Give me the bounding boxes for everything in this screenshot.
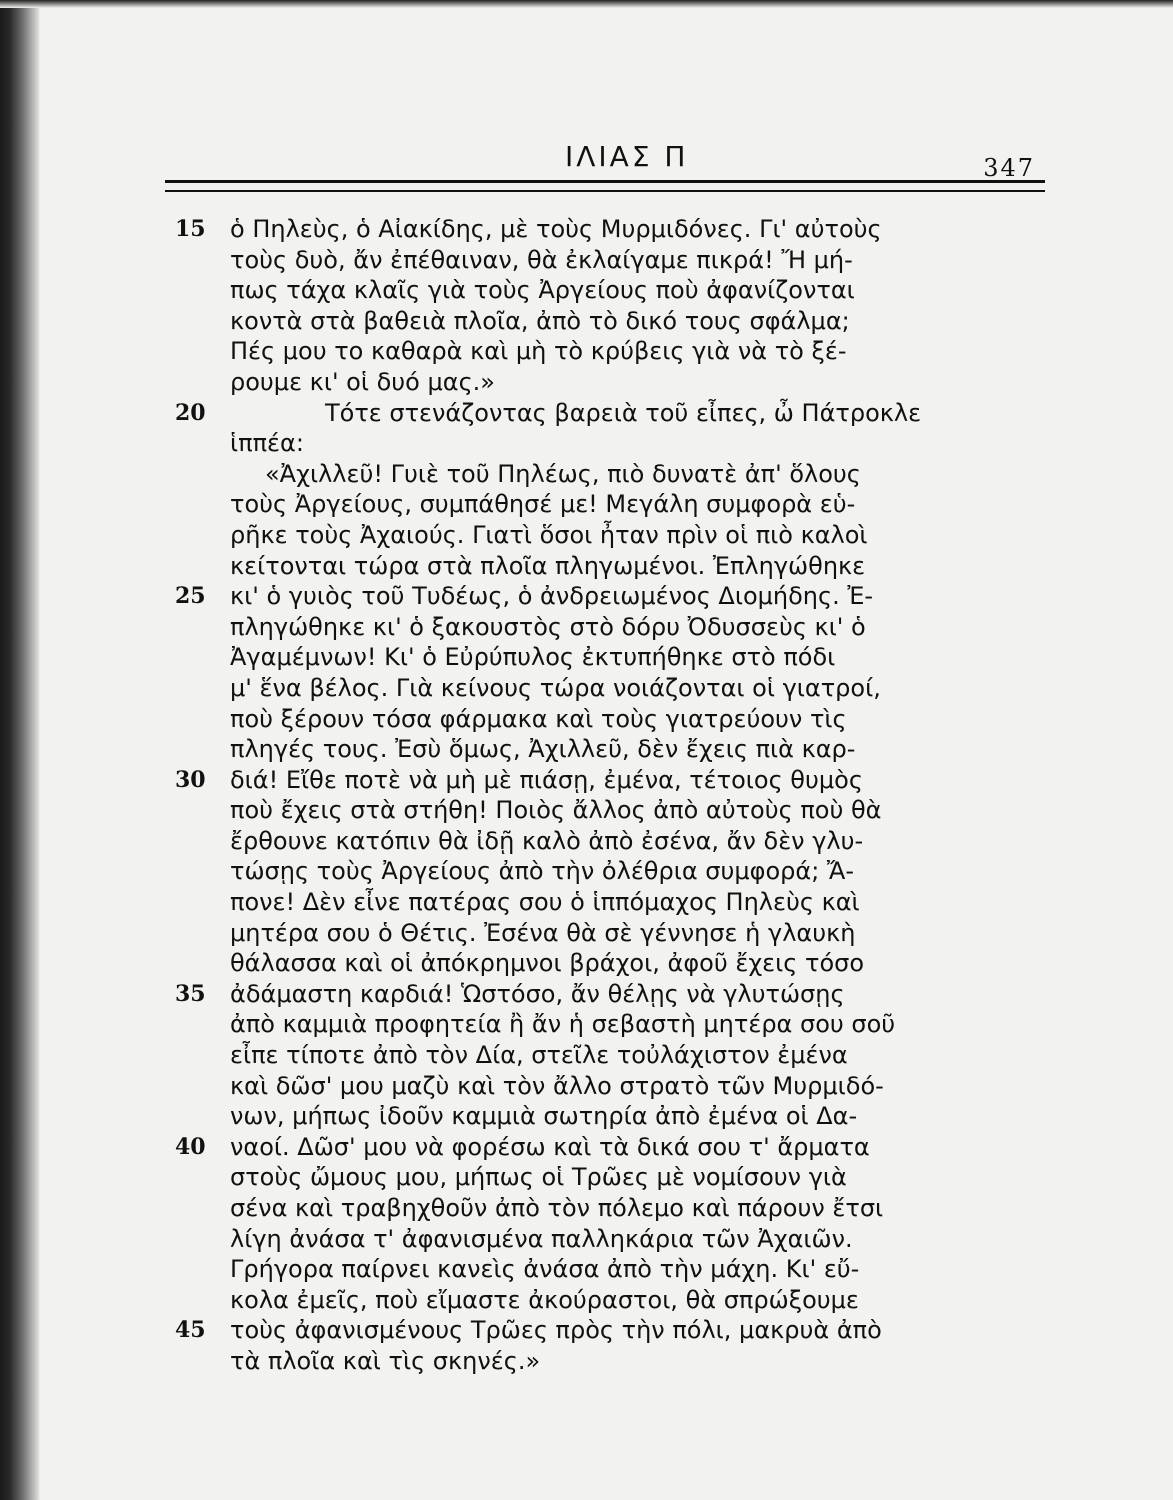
line-text: θάλασσα καὶ οἱ ἀπόκρημνοι βράχοι, ἀφοῦ ἔχεις τόσο [230, 949, 865, 978]
line-text: Τότε στενάζοντας βαρειὰ τοῦ εἶπες, ὦ Πάτροκλε [325, 398, 922, 427]
book-binding-shadow [0, 0, 40, 1500]
text-line [175, 734, 1055, 765]
line-text: τὰ πλοῖα καὶ τὶς σκηνές.» [230, 1346, 541, 1375]
text-line [175, 489, 1055, 520]
text-line [175, 673, 1055, 704]
line-text: ποὺ ξέρουν τόσα φάρμακα καὶ τοὺς γιατρεύουν τὶς [230, 704, 847, 733]
text-line [175, 1162, 1055, 1193]
page-number: 347 [983, 154, 1035, 182]
text-line [175, 979, 1055, 1010]
text-line [175, 612, 1055, 643]
line-text: ρῆκε τοὺς Ἀχαιούς. Γιατὶ ὅσοι ἦταν πρὶν οἱ πιὸ καλοὶ [230, 520, 868, 549]
line-text: ἔρθουνε κατόπιν θὰ ἰδῇ καλὸ ἀπὸ ἐσένα, ἄν δὲν γλυ- [230, 826, 864, 855]
text-line [175, 551, 1055, 582]
text-line [175, 1101, 1055, 1132]
line-text: ρουμε κι' οἱ δυό μας.» [230, 367, 495, 396]
line-text: πληγώθηκε κι' ὁ ξακουστὸς στὸ δόρυ Ὀδυσσεὺς κι' ὁ [230, 612, 866, 641]
line-text: ἱππέα: [230, 429, 304, 458]
text-line [175, 948, 1055, 979]
text-line [175, 214, 1055, 245]
text-line [175, 1009, 1055, 1040]
text-line [175, 887, 1055, 918]
text-line [175, 1040, 1055, 1071]
text-line [175, 1193, 1055, 1224]
line-text: κοντὰ στὰ βαθειὰ πλοῖα, ἀπὸ τὸ δικό τους σφάλμα; [230, 306, 850, 335]
text-line [175, 1346, 1055, 1377]
text-line [175, 428, 1055, 459]
line-text: τοὺς ἀφανισμένους Τρῶες πρὸς τὴν πόλι, μακρυὰ ἀπὸ [230, 1316, 882, 1345]
text-line [175, 1132, 1055, 1163]
line-number: 30 [175, 766, 206, 793]
text-line [175, 520, 1055, 551]
line-text: ἀπὸ καμμιὰ προφητεία ἢ ἄν ἡ σεβαστὴ μητέρα σου σοῦ [230, 1010, 896, 1039]
text-line [175, 336, 1055, 367]
line-text: σένα καὶ τραβηχθοῦν ἀπὸ τὸν πόλεμο καὶ πάρουν ἔτσι [230, 1194, 884, 1222]
line-number: 15 [175, 216, 206, 242]
text-line [175, 1254, 1055, 1285]
line-text: «Ἀχιλλεῦ! Γυιὲ τοῦ Πηλέως, πιὸ δυνατὲ ἀπ' ὅλους [265, 459, 861, 488]
line-text: τοὺς Ἀργείους, συμπάθησέ με! Μεγάλη συμφορὰ εὑ- [230, 490, 856, 519]
line-number: 45 [175, 1317, 206, 1344]
text-line [175, 704, 1055, 735]
line-text: στοὺς ὤμους μου, μήπως οἱ Τρῶες μὲ νομίσουν γιὰ [230, 1163, 847, 1192]
text-line [175, 275, 1055, 306]
line-text: πληγές τους. Ἐσὺ ὅμως, Ἀχιλλεῦ, δὲν ἔχεις πιὰ καρ- [230, 735, 856, 764]
running-title: ΙΛΙΑΣ Π [565, 140, 689, 173]
line-text: Ἀγαμέμνων! Κι' ὁ Εὐρύπυλος ἐκτυπήθηκε στὸ πόδι [230, 643, 836, 672]
text-line [175, 1071, 1055, 1102]
line-text: ἀδάμαστη καρδιά! Ὡστόσο, ἄν θέλῃς νὰ γλυτώσῃς [230, 979, 845, 1008]
line-text: λίγη ἀνάσα τ' ἀφανισμένα παλληκάρια τῶν Ἀχαιῶν. [230, 1224, 853, 1253]
line-number: 40 [175, 1133, 206, 1160]
text-line [175, 1315, 1055, 1346]
header-rule [165, 180, 1045, 192]
line-text: πονε! Δὲν εἶνε πατέρας σου ὁ ἱππόμαχος Πηλεὺς καὶ [230, 888, 860, 917]
line-text: διά! Εἴθε ποτὲ νὰ μὴ μὲ πιάσῃ, ἐμένα, τέτοιος θυμὸς [230, 765, 863, 794]
text-line [175, 765, 1055, 796]
line-text: καὶ δῶσ' μου μαζὺ καὶ τὸν ἄλλο στρατὸ τῶν Μυρμιδό- [230, 1071, 884, 1100]
text-line [175, 1224, 1055, 1255]
line-number: 20 [175, 399, 206, 426]
line-number: 25 [175, 583, 206, 610]
line-text: εἶπε τίποτε ἀπὸ τὸν Δία, στεῖλε τοὐλάχιστον ἐμένα [230, 1041, 848, 1070]
text-line [175, 581, 1055, 612]
text-line [175, 245, 1055, 276]
line-text: ὁ Πηλεὺς, ὁ Αἰακίδης, μὲ τοὺς Μυρμιδόνες. Γι' αὐτοὺς [230, 215, 882, 243]
text-line [175, 642, 1055, 673]
line-text: νων, μήπως ἰδοῦν καμμιὰ σωτηρία ἀπὸ ἐμένα οἱ Δα- [230, 1102, 858, 1131]
line-text: Πές μου το καθαρὰ καὶ μὴ τὸ κρύβεις γιὰ νὰ τὸ ξέ- [230, 337, 847, 366]
line-text: ναοί. Δῶσ' μου νὰ φορέσω καὶ τὰ δικά σου τ' ἄρματα [230, 1132, 870, 1161]
text-line [175, 459, 1055, 490]
line-text: Γρήγορα παίρνει κανεὶς ἀνάσα ἀπὸ τὴν μάχη. Κι' εὔ- [230, 1255, 860, 1284]
text-line [175, 918, 1055, 949]
line-text: μητέρα σου ὁ Θέτις. Ἐσένα θὰ σὲ γέννησε ἡ γλαυκὴ [230, 918, 856, 947]
line-text: ποὺ ἔχεις στὰ στήθη! Ποιὸς ἄλλος ἀπὸ αὐτοὺς ποὺ θὰ [230, 796, 882, 825]
text-line [175, 398, 1055, 429]
line-text: κείτονται τώρα στὰ πλοῖα πληγωμένοι. Ἐπληγώθηκε [230, 551, 866, 580]
line-text: κι' ὁ γυιὸς τοῦ Τυδέως, ὁ ἀνδρειωμένος Διομήδης. Ἐ- [230, 582, 874, 611]
text-line [175, 795, 1055, 826]
page-edge-shadow [0, 0, 1173, 8]
line-number: 35 [175, 980, 206, 1007]
poem-text-block [175, 214, 1055, 1377]
line-text: μ' ἕνα βέλος. Γιὰ κείνους τώρα νοιάζονται οἱ γιατροί, [230, 673, 881, 702]
text-line [175, 856, 1055, 887]
text-line [175, 306, 1055, 337]
text-line [175, 367, 1055, 398]
text-line [175, 1285, 1055, 1316]
line-text: κολα ἐμεῖς, ποὺ εἴμαστε ἀκούραστοι, θὰ σπρώξουμε [230, 1285, 859, 1314]
line-text: τοὺς δυὸ, ἄν ἐπέθαιναν, θὰ ἐκλαίγαμε πικρά! Ἤ μή- [230, 245, 853, 274]
text-line [175, 826, 1055, 857]
line-text: τώσῃς τοὺς Ἀργείους ἀπὸ τὴν ὀλέθρια συμφορά; Ἄ- [230, 857, 855, 886]
line-text: πως τάχα κλαῖς γιὰ τοὺς Ἀργείους ποὺ ἀφανίζονται [230, 276, 855, 305]
